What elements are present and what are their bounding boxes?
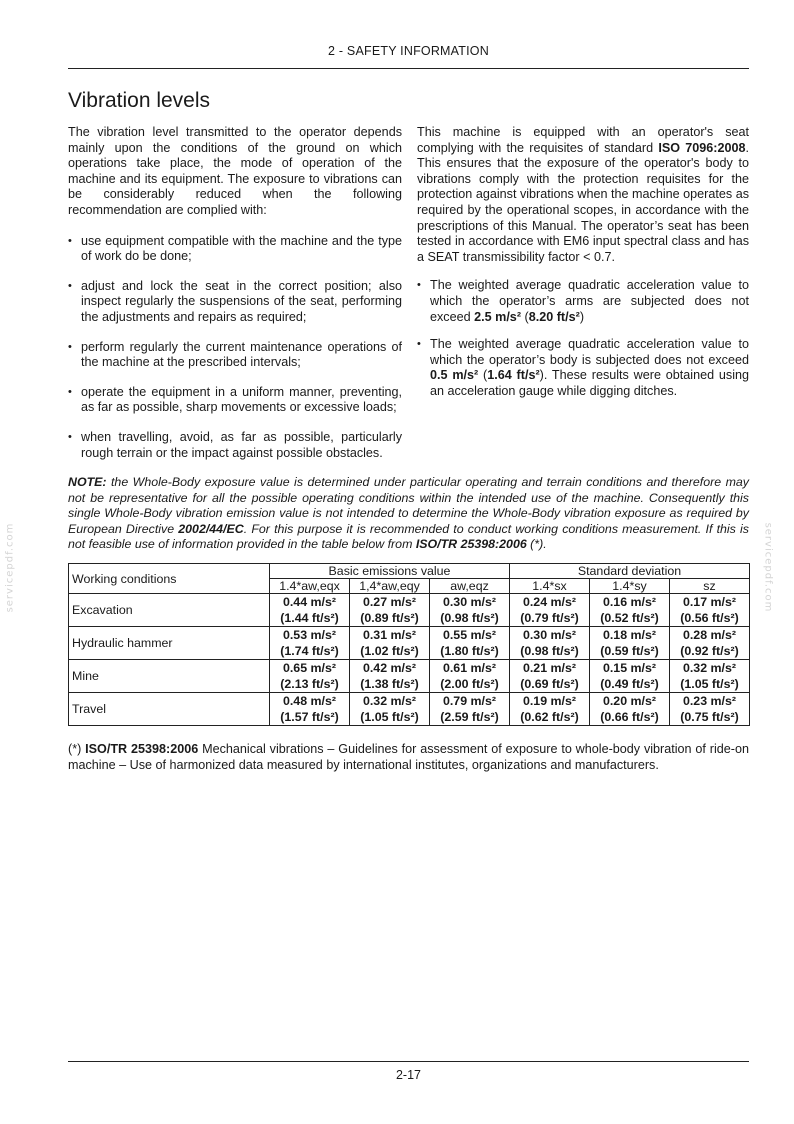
- table-cell: 0.27 m/s² (0.89 ft/s²): [350, 594, 430, 627]
- table-cell: 0.44 m/s² (1.44 ft/s²): [270, 594, 350, 627]
- column-header: 1,4*aw,eqy: [350, 579, 430, 594]
- table-cell: 0.53 m/s² (1.74 ft/s²): [270, 627, 350, 660]
- table-cell: 0.65 m/s² (2.13 ft/s²): [270, 660, 350, 693]
- table-row: [69, 660, 750, 693]
- table-row: [69, 594, 750, 627]
- column-header-working-conditions: Working conditions: [69, 564, 270, 594]
- recommendation-list: [68, 234, 402, 462]
- footnote: (*) ISO/TR 25398:2006 Mechanical vibrations – Guidelines for assessment of exposure to whole-body vibration of ride-on machine – Use of harmonized data measured by international institutes, organizations and manufacturers.: [68, 742, 749, 772]
- note-label: NOTE:: [68, 475, 107, 489]
- note-paragraph: NOTE: the Whole-Body exposure value is determined under particular operating and terrain conditions and therefore may not be representative for all the possible operating conditions within the intended use of the machine. Consequently this single Whole-Body vibration emission value is not intended to determine the Whole-Body vibration exposure as required by European Directive 2002/44/EC. For this purpose it is recommended to conduct working conditions measurement. If this is not feasible use of information provided in the table below from ISO/TR 25398:2006 (*).: [68, 475, 749, 552]
- row-label: Hydraulic hammer: [69, 627, 270, 660]
- table-cell: 0.24 m/s² (0.79 ft/s²): [510, 594, 590, 627]
- table-cell: 0.42 m/s² (1.38 ft/s²): [350, 660, 430, 693]
- table-cell: 0.55 m/s² (1.80 ft/s²): [430, 627, 510, 660]
- arm-acceleration-value: 2.5 m/s²: [474, 309, 522, 324]
- list-item: • The weighted average quadratic acceleration value to which the operator’s body is subjected does not exceed 0.5 m/s² (1.64 ft/s²). These results were obtained using an acceleration gauge while digging ditches.: [417, 337, 749, 399]
- vibration-table: [68, 563, 750, 726]
- seat-paragraph: This machine is equipped with an operator's seat complying with the requisites of standard ISO 7096:2008. This ensures that the exposure of the operator's body to vibrations comply with the protection requisites for the protection against vibrations when the machine operates as required by the operational scopes, in accordance with the prescriptions of this Manual. The operator’s seat has been tested in accordance with EM6 input spectral class and has a SEAT transmissibility factor < 0.7.: [417, 125, 749, 264]
- column-header: 1.4*sy: [590, 579, 670, 594]
- table-cell: 0.19 m/s² (0.62 ft/s²): [510, 693, 590, 726]
- group-header-basic-emissions: Basic emissions value: [270, 564, 510, 579]
- table-cell: 0.32 m/s² (1.05 ft/s²): [670, 660, 750, 693]
- list-item: • when travelling, avoid, as far as possible, particularly rough terrain or the impact against possible obstacles.: [68, 430, 402, 461]
- section-header: 2 - SAFETY INFORMATION: [328, 44, 489, 58]
- table-cell: 0.21 m/s² (0.69 ft/s²): [510, 660, 590, 693]
- table-cell: 0.28 m/s² (0.92 ft/s²): [670, 627, 750, 660]
- directive-reference: 2002/44/EC: [178, 521, 244, 536]
- body-acceleration-value-ft: 1.64 ft/s²: [487, 368, 540, 383]
- table-cell: 0.23 m/s² (0.75 ft/s²): [670, 693, 750, 726]
- watermark: servicepdf.com: [4, 522, 16, 613]
- list-item: • use equipment compatible with the machine and the type of work do be done;: [68, 234, 402, 265]
- right-column: [417, 125, 749, 412]
- table-cell: 0.15 m/s² (0.49 ft/s²): [590, 660, 670, 693]
- header-divider: [68, 68, 749, 69]
- row-label: Mine: [69, 660, 270, 693]
- table-cell: 0.20 m/s² (0.66 ft/s²): [590, 693, 670, 726]
- table-cell: 0.61 m/s² (2.00 ft/s²): [430, 660, 510, 693]
- left-column: [68, 125, 402, 475]
- acceleration-list: [417, 278, 749, 399]
- table-cell: 0.17 m/s² (0.56 ft/s²): [670, 594, 750, 627]
- standard-reference: ISO 7096:2008: [658, 140, 746, 155]
- table-cell: 0.79 m/s² (2.59 ft/s²): [430, 693, 510, 726]
- table-cell: 0.16 m/s² (0.52 ft/s²): [590, 594, 670, 627]
- standard-reference: ISO/TR 25398:2006: [415, 537, 527, 552]
- column-header: sz: [670, 579, 750, 594]
- column-header: 1.4*sx: [510, 579, 590, 594]
- table-row: [69, 693, 750, 726]
- list-item: • perform regularly the current maintenance operations of the machine at the prescribed intervals;: [68, 340, 402, 371]
- table-group-header-row: [69, 564, 750, 579]
- table-cell: 0.30 m/s² (0.98 ft/s²): [510, 627, 590, 660]
- list-item: • adjust and lock the seat in the correct position; also inspect regularly the suspensions of the seat, performing the adjustments and repairs as required;: [68, 279, 402, 326]
- row-label: Travel: [69, 693, 270, 726]
- table-cell: 0.30 m/s² (0.98 ft/s²): [430, 594, 510, 627]
- footer-divider: [68, 1061, 749, 1062]
- column-header: 1.4*aw,eqx: [270, 579, 350, 594]
- arm-acceleration-value-ft: 8.20 ft/s²: [528, 309, 580, 324]
- page-number: 2-17: [395, 1068, 422, 1082]
- table-cell: 0.18 m/s² (0.59 ft/s²): [590, 627, 670, 660]
- group-header-standard-deviation: Standard deviation: [510, 564, 750, 579]
- column-header: aw,eqz: [430, 579, 510, 594]
- watermark: servicepdf.com: [762, 522, 774, 613]
- table-row: [69, 627, 750, 660]
- standard-reference: ISO/TR 25398:2006: [85, 742, 199, 756]
- row-label: Excavation: [69, 594, 270, 627]
- intro-paragraph: The vibration level transmitted to the operator depends mainly upon the conditions of the ground on which operations take place, the mode of operation of the machine and its equipment. The exposure to vibrations can be considerably reduced when the following recommendation are complied with:: [68, 125, 402, 217]
- page-title: Vibration levels: [68, 89, 211, 112]
- list-item: • operate the equipment in a uniform manner, preventing, as far as possible, sharp movements or excessive loads;: [68, 385, 402, 416]
- table-cell: 0.48 m/s² (1.57 ft/s²): [270, 693, 350, 726]
- table-cell: 0.31 m/s² (1.02 ft/s²): [350, 627, 430, 660]
- table-cell: 0.32 m/s² (1.05 ft/s²): [350, 693, 430, 726]
- body-acceleration-value: 0.5 m/s²: [430, 368, 479, 383]
- list-item: • The weighted average quadratic acceleration value to which the operator’s arms are subjected does not exceed 2.5 m/s² (8.20 ft/s²): [417, 278, 749, 325]
